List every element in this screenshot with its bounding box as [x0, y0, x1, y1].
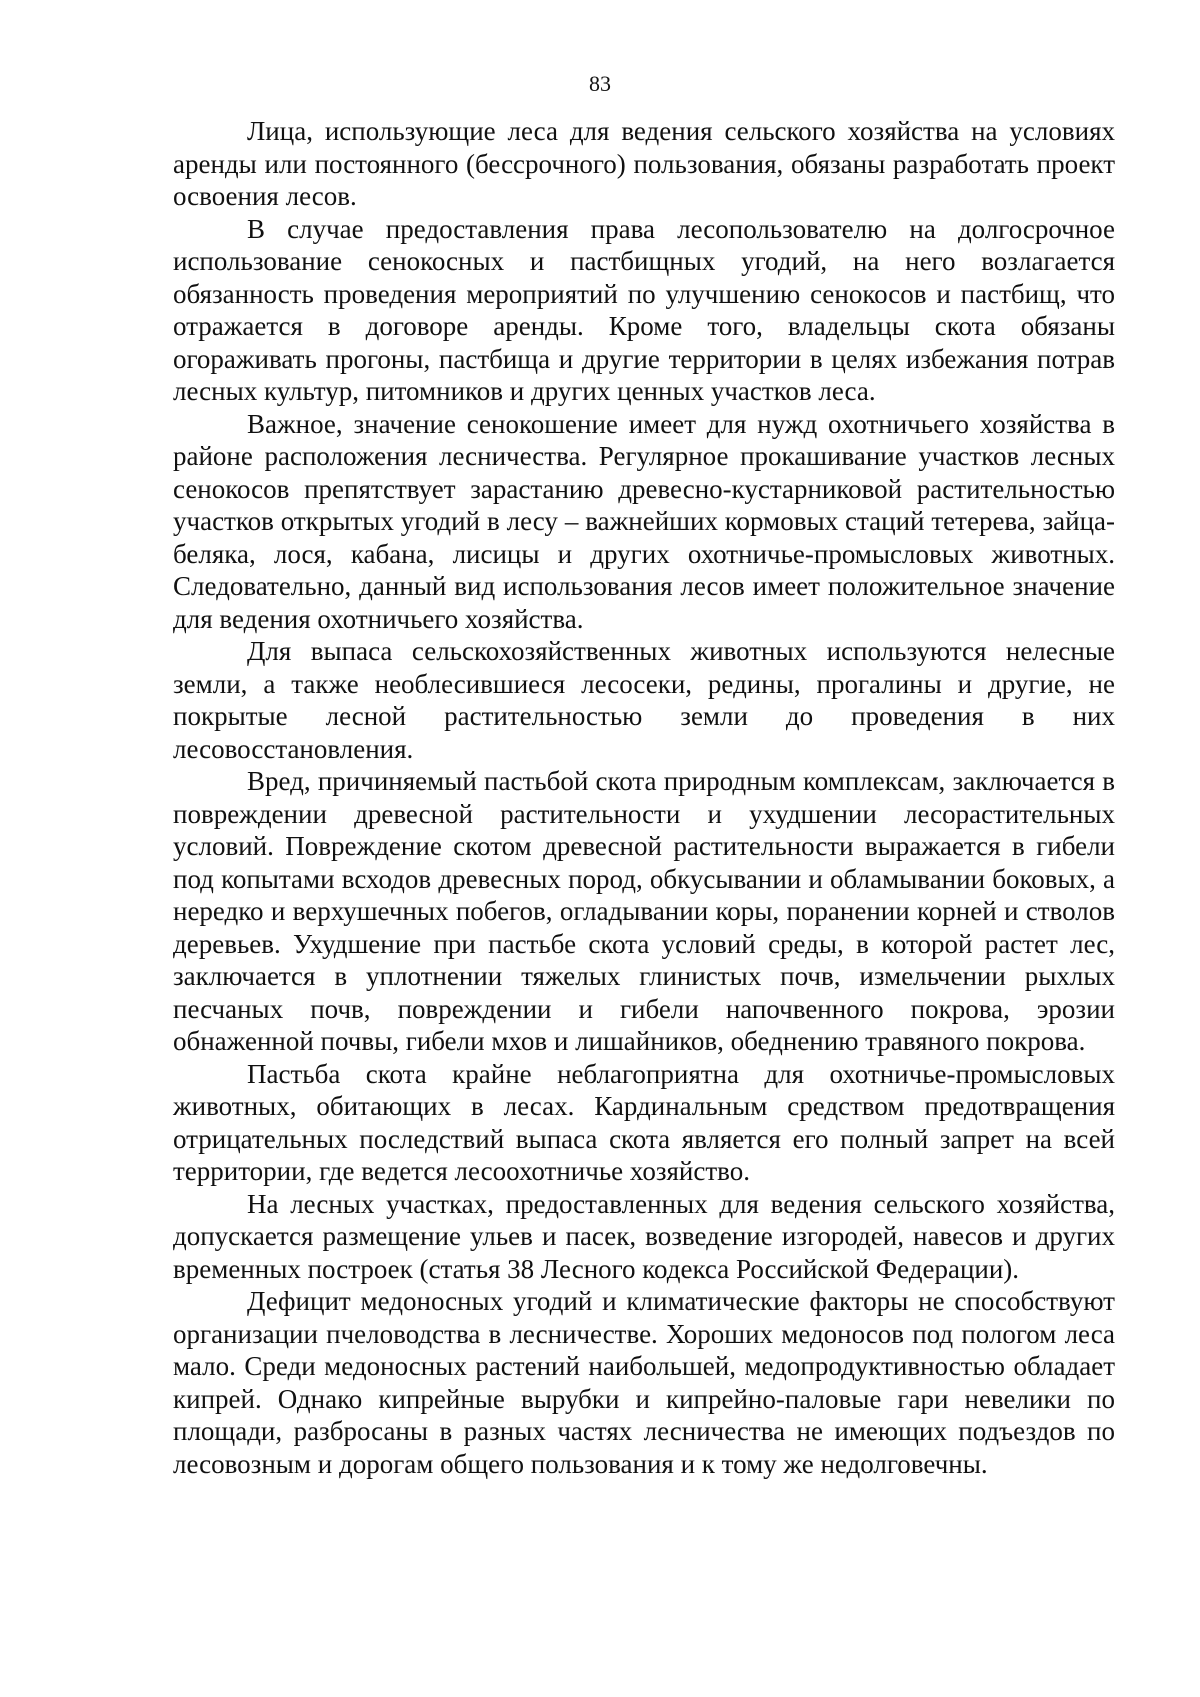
document-body: [173, 115, 1115, 1480]
paragraph-beekeeping-limits: Дефицит медоносных угодий и климатические факторы не способствуют организации пчеловодства в лесничестве. Хороших медоносов под пологом леса мало. Среди медоносных растений наибольшей, медопродуктивностью обладает кипрей. Однако кипрейные вырубки и кипрейно-паловые гари невелики по площади, разбросаны в разных частях лесничества не имеющих подъездов по лесовозным и дорогам общего пользования и к тому же недолговечны.: [173, 1286, 1115, 1479]
paragraph-beehives-structures: На лесных участках, предоставленных для ведения сельского хозяйства, допускается размещение ульев и пасек, возведение изгородей, навесов и других временных построек (статья 38 Лесного кодекса Российской Федерации).: [173, 1188, 1115, 1284]
paragraph-leasing-obligations: Лица, использующие леса для ведения сельского хозяйства на условиях аренды или постоянного (бессрочного) пользования, обязаны разработать проект освоения лесов.: [173, 116, 1115, 211]
paragraph-hayfields-pastures: В случае предоставления права лесопользователю на долгосрочное использование сенокосных и пастбищных угодий, на него возлагается обязанность проведения мероприятий по улучшению сенокосов и пастбищ, что отражается в договоре аренды. Кроме того, владельцы скота обязаны огораживать прогоны, пастбища и другие территории в целях избежания потрав лесных культур, питомников и других ценных участков леса.: [173, 213, 1115, 406]
paragraph-haymaking-hunting: Важное, значение сенокошение имеет для нужд охотничьего хозяйства в районе расположения лесничества. Регулярное прокашивание участков лесных сенокосов препятствует зарастанию древесно-кустарниковой растительностью участков открытых угодий в лесу – важнейших кормовых стаций тетерева, зайца-беляка, лося, кабана, лисицы и других охотничье-промысловых животных. Следовательно, данный вид использования лесов имеет положительное значение для ведения охотничьего хозяйства.: [173, 408, 1115, 634]
paragraph-grazing-ban: Пастьба скота крайне неблагоприятна для охотничье-промысловых животных, обитающих в лесах. Кардинальным средством предотвращения отрицательных последствий выпаса скота является его полный запрет на всей территории, где ведется лесоохотничье хозяйство.: [173, 1058, 1115, 1186]
paragraph-grazing-damage: Вред, причиняемый пастьбой скота природным комплексам, заключается в повреждении древесной растительности и ухудшении лесорастительных условий. Повреждение скотом древесной растительности выражается в гибели под копытами всходов древесных пород, обкусывании и обламывании боковых, а нередко и верхушечных побегов, огладывании коры, поранении корней и стволов деревьев. Ухудшение при пастьбе скота условий среды, в которой растет лес, заключается в уплотнении тяжелых глинистых почв, измельчении рыхлых песчаных почв, повреждении и гибели напочвенного покрова, эрозии обнаженной почвы, гибели мхов и лишайников, обеднению травяного покрова.: [173, 766, 1115, 1056]
paragraph-grazing-lands: Для выпаса сельскохозяйственных животных используются нелесные земли, а также необлесившиеся лесосеки, редины, прогалины и другие, не покрытые лесной растительностью земли до проведения в них лесовосстановления.: [173, 636, 1115, 764]
page-number: 83: [589, 71, 611, 96]
